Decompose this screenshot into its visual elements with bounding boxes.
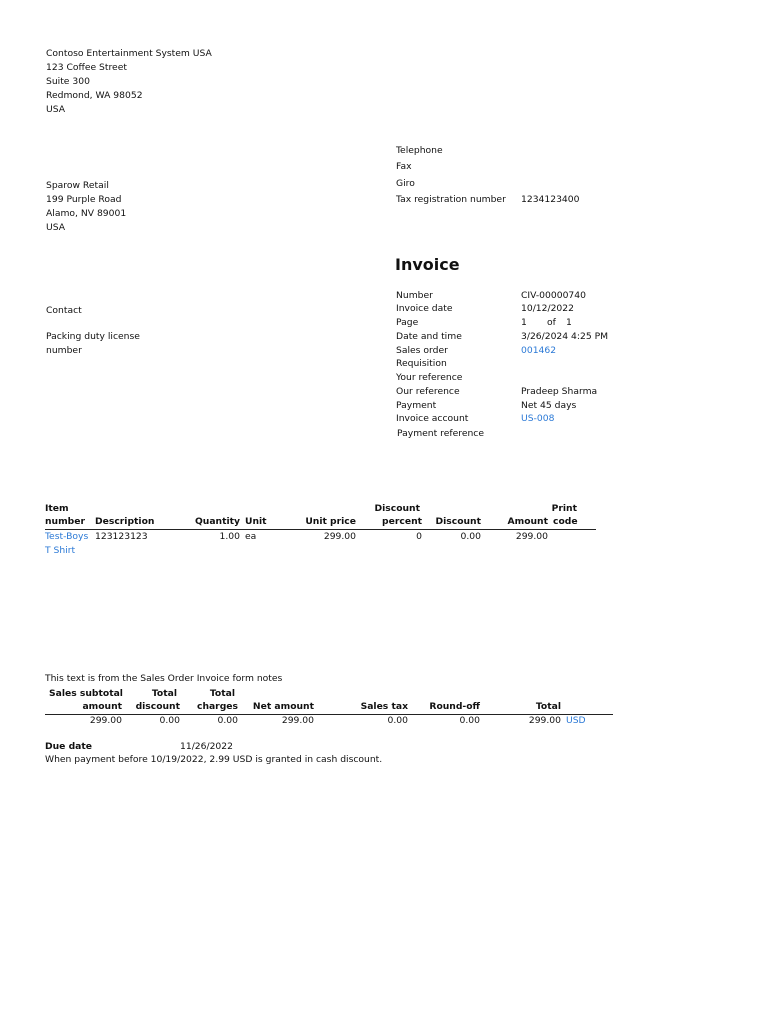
packing-duty-label-cont: number (46, 345, 82, 356)
recipient-street: 199 Purple Road (46, 194, 122, 205)
requisition-label: Requisition (396, 358, 447, 369)
invoice-date-value: 10/12/2022 (521, 303, 574, 314)
header-total-charges-cont: charges (197, 701, 238, 712)
sales-order-link[interactable]: 001462 (521, 345, 557, 356)
contact-label: Contact (46, 305, 82, 316)
sender-street: 123 Coffee Street (46, 62, 127, 73)
invoice-number-label: Number (396, 290, 433, 301)
header-description: Description (95, 516, 155, 527)
header-unit-price: Unit price (305, 516, 356, 527)
value-total-charges: 0.00 (217, 715, 238, 726)
invoice-notes: This text is from the Sales Order Invoice form notes (45, 673, 283, 684)
due-date-label: Due date (45, 741, 92, 752)
telephone-label: Telephone (396, 145, 443, 156)
your-reference-label: Your reference (396, 372, 463, 383)
recipient-city: Alamo, NV 89001 (46, 208, 127, 219)
header-unit: Unit (245, 516, 267, 527)
tax-registration-label: Tax registration number (396, 194, 506, 205)
header-total-discount: Total (151, 688, 177, 699)
value-total: 299.00 (528, 715, 561, 726)
header-print: Print (551, 503, 577, 514)
value-total-discount: 0.00 (159, 715, 180, 726)
our-reference-value: Pradeep Sharma (521, 386, 598, 397)
row-amount: 299.00 (515, 531, 548, 542)
payment-reference-label: Payment reference (397, 428, 485, 439)
header-item-number: number (45, 516, 85, 527)
page-value: 1 (521, 317, 527, 328)
row-discount: 0.00 (460, 531, 481, 542)
cash-discount-note: When payment before 10/19/2022, 2.99 USD is granted in cash discount. (45, 754, 383, 765)
header-sales-subtotal-cont: amount (82, 701, 122, 712)
recipient-country: USA (46, 222, 66, 233)
giro-label: Giro (396, 178, 415, 189)
invoice-account-label: Invoice account (396, 413, 469, 424)
header-discount-percent: Discount (374, 503, 420, 514)
page-total: 1 (566, 317, 572, 328)
payment-value: Net 45 days (521, 400, 577, 411)
item-number-link[interactable]: Test-Boys (45, 531, 89, 542)
header-amount: Amount (507, 516, 548, 527)
sender-country: USA (46, 104, 66, 115)
header-sales-subtotal: Sales subtotal (49, 688, 123, 699)
row-discount-percent: 0 (416, 531, 422, 542)
invoice-title: Invoice (395, 255, 460, 274)
fax-label: Fax (396, 161, 412, 172)
packing-duty-label: Packing duty license (46, 331, 140, 342)
sender-city: Redmond, WA 98052 (46, 90, 143, 101)
header-print-code: code (553, 516, 578, 527)
row-unit-price: 299.00 (323, 531, 356, 542)
header-total-discount-cont: discount (135, 701, 180, 712)
our-reference-label: Our reference (396, 386, 460, 397)
tax-registration-value: 1234123400 (521, 194, 580, 205)
value-net-amount: 299.00 (281, 715, 314, 726)
header-total-charges: Total (209, 688, 235, 699)
row-unit: ea (245, 531, 257, 542)
row-quantity: 1.00 (219, 531, 240, 542)
item-number-link-cont[interactable]: T Shirt (45, 545, 76, 556)
value-sales-tax: 0.00 (387, 715, 408, 726)
header-round-off: Round-off (429, 701, 480, 712)
invoice-account-link[interactable]: US-008 (521, 413, 555, 424)
value-sales-subtotal: 299.00 (89, 715, 122, 726)
recipient-name: Sparow Retail (46, 180, 109, 191)
payment-label: Payment (396, 400, 437, 411)
sender-name: Contoso Entertainment System USA (46, 48, 212, 59)
page-of: of (547, 317, 556, 328)
header-item: Item (45, 503, 69, 514)
value-round-off: 0.00 (459, 715, 480, 726)
page-label: Page (396, 317, 419, 328)
header-total: Total (535, 701, 561, 712)
currency-link[interactable]: USD (566, 715, 586, 726)
sales-order-label: Sales order (396, 345, 448, 356)
date-time-label: Date and time (396, 331, 462, 342)
invoice-number-value: CIV-00000740 (521, 290, 586, 301)
row-description: 123123123 (95, 531, 148, 542)
invoice-date-label: Invoice date (396, 303, 453, 314)
due-date-value: 11/26/2022 (180, 741, 233, 752)
header-quantity: Quantity (194, 516, 240, 527)
date-time-value: 3/26/2024 4:25 PM (521, 331, 609, 342)
header-discount-percent-cont: percent (382, 516, 422, 527)
header-discount: Discount (435, 516, 481, 527)
header-net-amount: Net amount (252, 701, 314, 712)
sender-suite: Suite 300 (46, 76, 90, 87)
header-sales-tax: Sales tax (360, 701, 408, 712)
